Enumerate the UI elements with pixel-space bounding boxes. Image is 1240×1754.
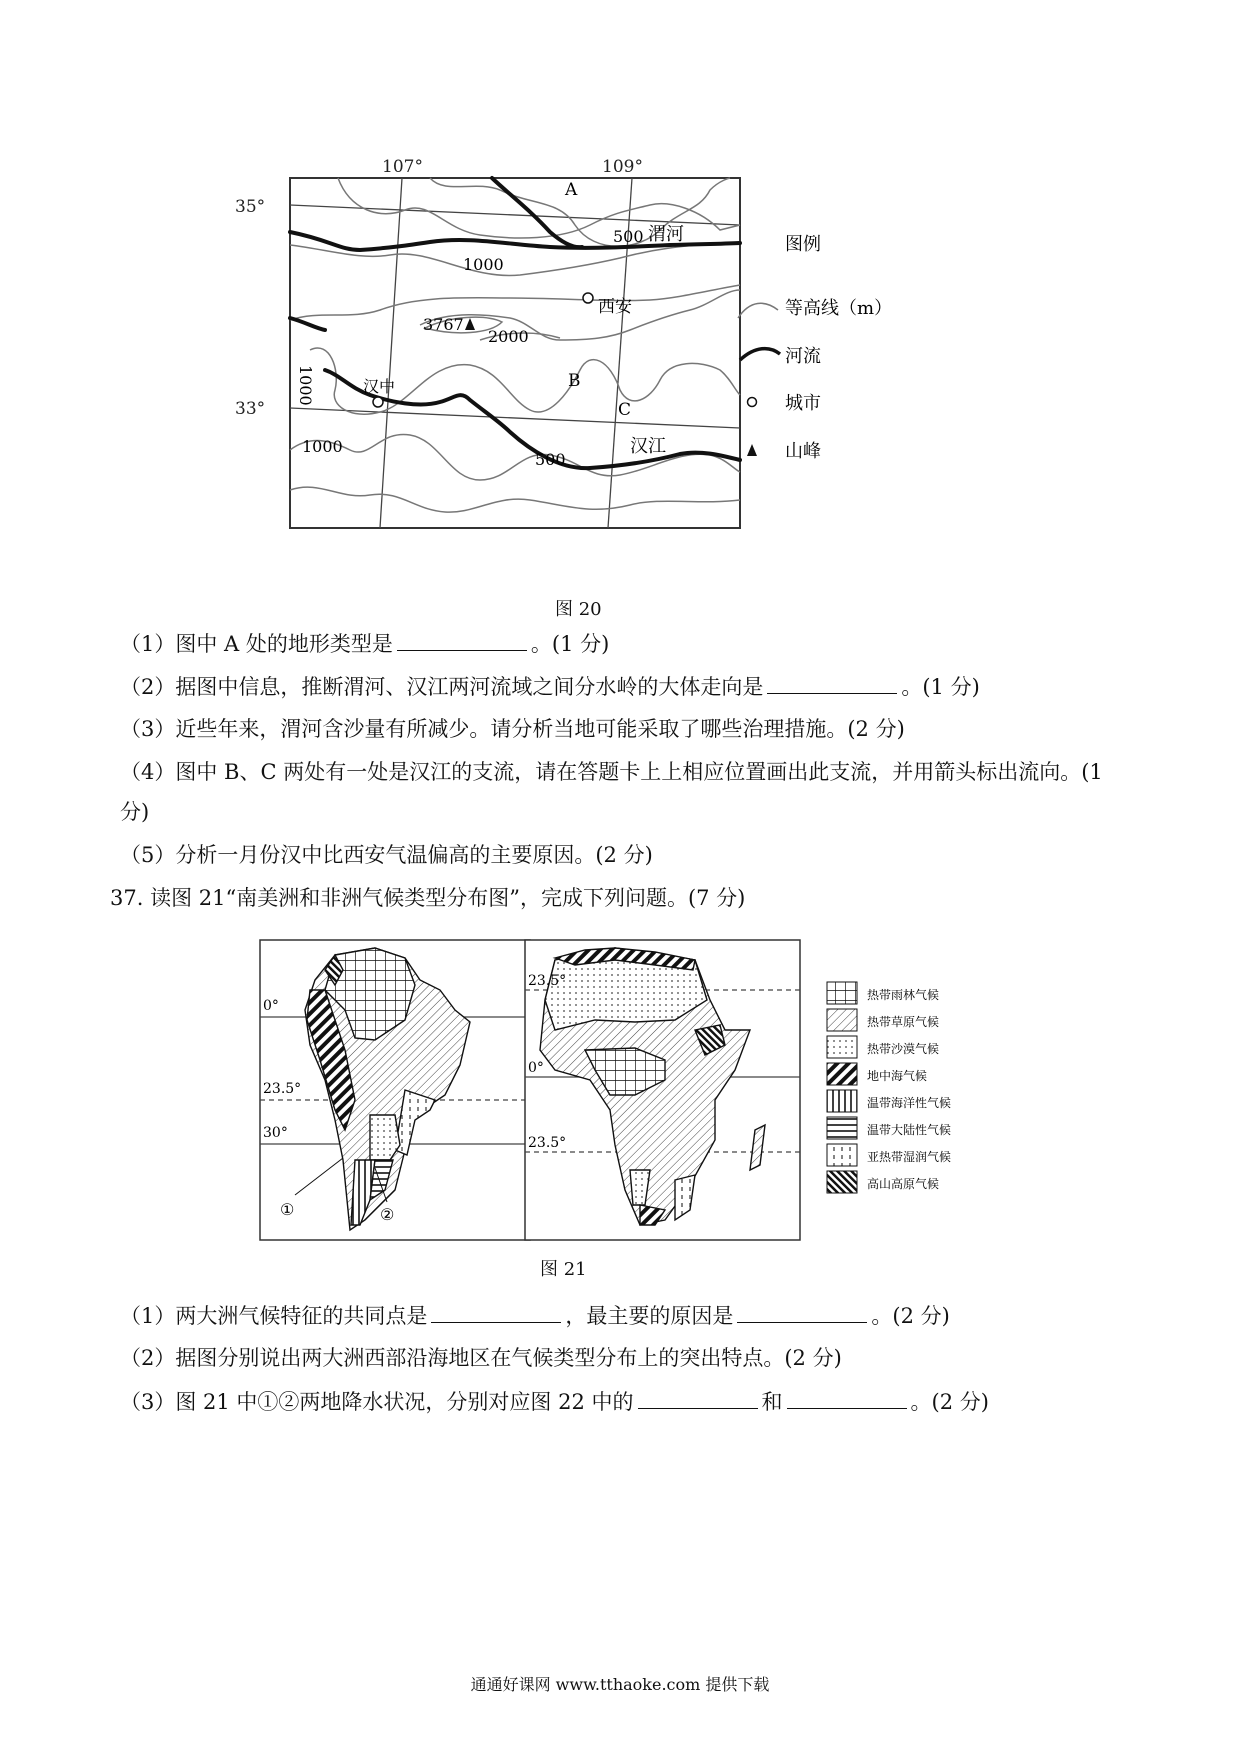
label-c1000c: 1000: [302, 437, 343, 456]
city-legend-icon: [748, 398, 757, 407]
label-xian: 西安: [598, 297, 632, 317]
lon-107-label: 107°: [382, 157, 423, 177]
legend-rainforest: 热带雨林气候: [867, 988, 940, 1002]
label-a: A: [565, 180, 578, 200]
legend-continental: 温带大陆性气候: [867, 1123, 952, 1137]
legend-highland: 高山高原气候: [867, 1177, 940, 1191]
q37-3: （3）图 21 中①②两地降水状况，分别对应图 22 中的 和 。(2 分): [120, 1386, 989, 1417]
q36-4-cont: 分): [120, 800, 150, 824]
rainforest-legend-icon: [827, 982, 857, 1004]
legend-mediterranean: 地中海气候: [867, 1069, 928, 1083]
q36-5: （5）分析一月份汉中比西安气温偏高的主要原因。(2 分): [120, 843, 653, 867]
continental-legend-icon: [827, 1117, 857, 1139]
label-c1000b: 1000: [296, 365, 315, 406]
label-c2000: 2000: [488, 327, 529, 346]
mediterranean-legend-icon: [827, 1063, 857, 1085]
lat-35-label: 35°: [235, 197, 266, 217]
q36-2: （2）据图中信息，推断渭河、汉江两河流域之间分水岭的大体走向是 。(1 分): [120, 671, 980, 702]
legend-savanna: 热带草原气候: [867, 1015, 940, 1029]
figure-20-map: [230, 150, 1010, 620]
label-peak: 3767: [423, 315, 464, 334]
legend-desert: 热带沙漠气候: [867, 1042, 940, 1056]
legend-humid-subtropical: 亚热带湿润气候: [867, 1150, 952, 1164]
lat-33-label: 33°: [235, 399, 266, 419]
climate-legend: [827, 982, 951, 1193]
answer-blank[interactable]: [737, 1300, 867, 1323]
answer-blank[interactable]: [767, 671, 897, 694]
hanzhong-city-icon: [373, 397, 383, 407]
legend-oceanic: 温带海洋性气候: [867, 1096, 952, 1110]
label-wei: 渭河: [648, 224, 684, 245]
legend-contour: 等高线（m）: [785, 298, 893, 319]
sa-lat-23-label: 23.5°: [263, 1081, 302, 1097]
legend-peak: 山峰: [785, 441, 821, 462]
legend-title: 图例: [785, 234, 821, 255]
page-footer: 通通好课网 www.tthaoke.com 提供下载: [470, 1675, 770, 1694]
q36-1: （1）图中 A 处的地形类型是 。(1 分): [120, 628, 609, 659]
desert-legend-icon: [827, 1036, 857, 1058]
q37-2: （2）据图分别说出两大洲西部沿海地区在气候类型分布上的突出特点。(2 分): [120, 1346, 842, 1370]
answer-blank[interactable]: [397, 628, 527, 651]
label-c: C: [618, 400, 632, 420]
q37-1: （1）两大洲气候特征的共同点是 ，最主要的原因是 。(2 分): [120, 1300, 950, 1331]
xian-city-icon: [583, 293, 593, 303]
answer-blank[interactable]: [787, 1386, 907, 1409]
legend-city: 城市: [785, 393, 821, 414]
label-b: B: [568, 371, 581, 391]
figure-21-maps: [255, 930, 1015, 1250]
oceanic-legend-icon: [827, 1090, 857, 1112]
af-lat-0-label: 0°: [528, 1060, 544, 1076]
q36-3: （3）近些年来，渭河含沙量有所减少。请分析当地可能采取了哪些治理措施。(2 分): [120, 717, 905, 741]
label-c500a: 500: [613, 227, 644, 246]
answer-blank[interactable]: [431, 1300, 561, 1323]
label-c1000a: 1000: [463, 255, 504, 274]
sa-lat-0-label: 0°: [263, 998, 279, 1014]
lon-109-label: 109°: [602, 157, 643, 177]
q36-4: （4）图中 B、C 两处有一处是汉江的支流，请在答题卡上上相应位置画出此支流，并用箭头标出流向。(1: [120, 760, 1103, 784]
contour-legend-icon: [738, 303, 778, 318]
humid-subtropical-legend-icon: [827, 1144, 857, 1166]
sa-lat-30-label: 30°: [263, 1125, 288, 1141]
figure-21-caption: 图 21: [540, 1259, 587, 1280]
marker-2: ②: [380, 1205, 395, 1224]
label-hanzhong: 汉中: [363, 377, 396, 396]
peak-legend-icon: [747, 444, 757, 456]
answer-blank[interactable]: [638, 1386, 758, 1409]
label-han: 汉江: [630, 436, 666, 457]
legend-river: 河流: [785, 346, 821, 367]
savanna-legend-icon: [827, 1009, 857, 1031]
label-c500b: 500: [535, 450, 566, 469]
highland-legend-icon: [827, 1171, 857, 1193]
river-legend-icon: [740, 349, 780, 360]
figure-20-caption: 图 20: [555, 599, 602, 620]
af-lat-n-label: 23.5°: [528, 973, 567, 989]
af-lat-s-label: 23.5°: [528, 1135, 567, 1151]
marker-1: ①: [280, 1200, 295, 1219]
q37-title: 37. 读图 21“南美洲和非洲气候类型分布图”，完成下列问题。(7 分): [110, 886, 746, 910]
